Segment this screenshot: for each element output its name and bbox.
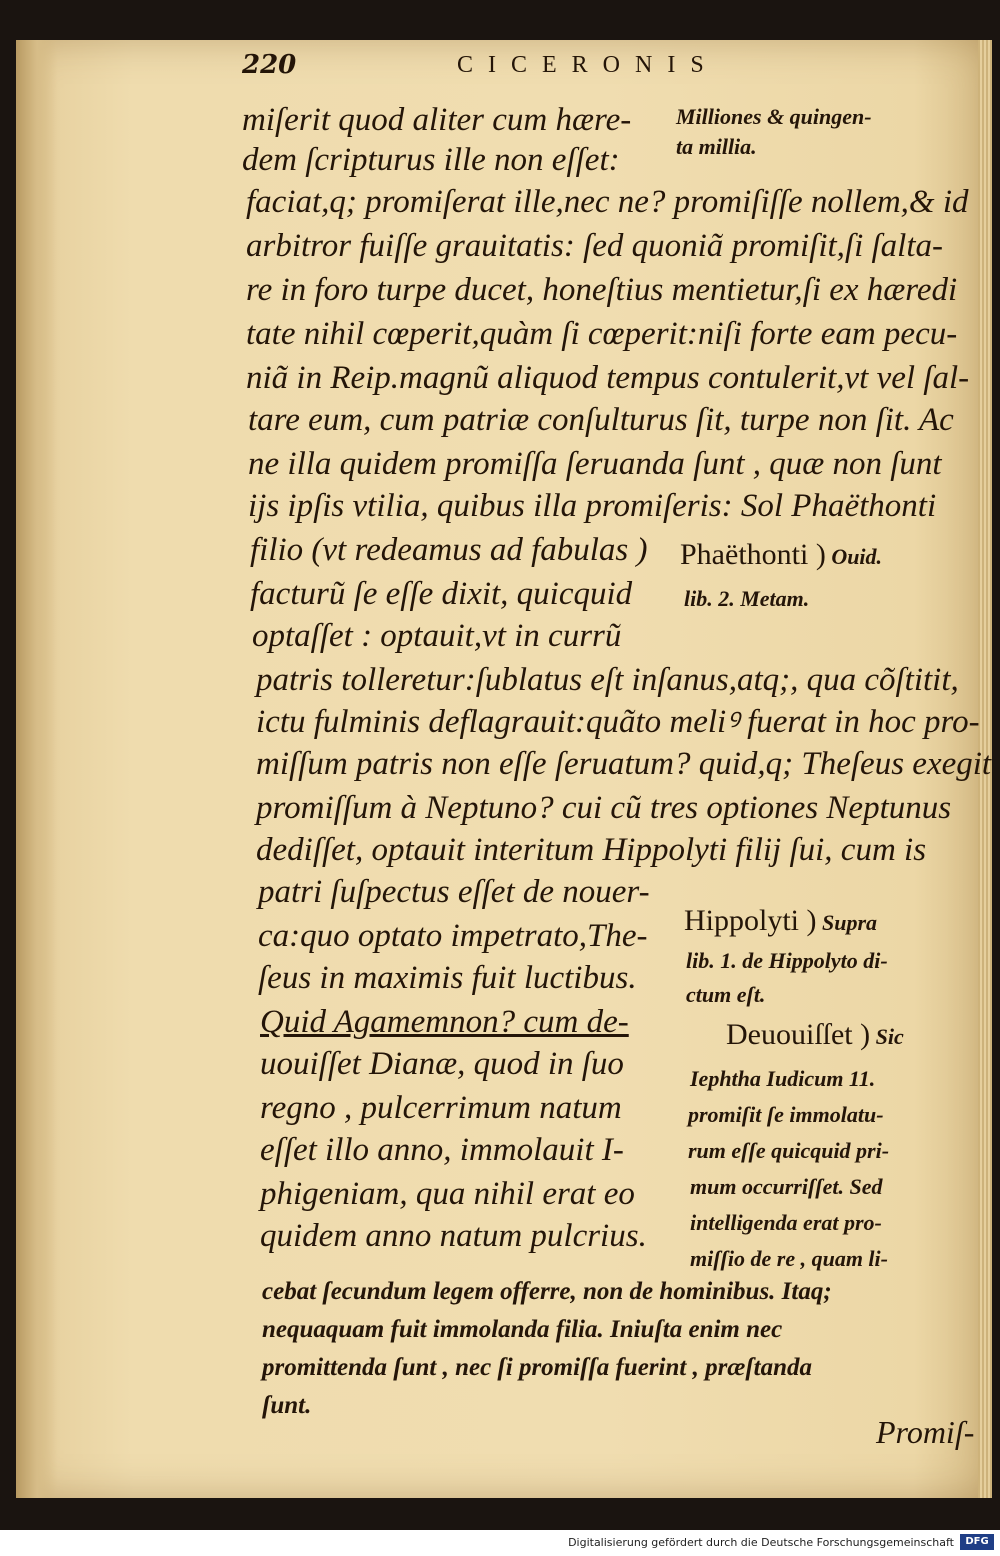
footnote-line: promittenda ſunt , nec ſi promiſſa fuerint , præſtanda <box>262 1354 813 1381</box>
body-line: promiſſum à Neptuno? cui cũ tres optiones Neptunus <box>256 790 952 826</box>
body-line: re in foro turpe ducet, honeſtius mentietur,ſi ex hæredi <box>246 272 958 308</box>
body-line: niã in Reip.magnũ aliquod tempus contulerit,vt vel ſal- <box>246 360 970 396</box>
side-note-line: mum occurriſſet. Sed <box>690 1174 883 1199</box>
running-head: CICERONIS <box>457 52 719 78</box>
body-line: Quid Agamemnon? cum de- <box>260 1004 629 1040</box>
side-note-line: ta millia. <box>676 134 757 159</box>
side-note-text: Sic <box>875 1024 904 1049</box>
footnote-line: nequaquam fuit immolanda filia. Iniuſta enim nec <box>262 1316 783 1343</box>
body-line: miſerit quod aliter cum hære- <box>242 102 632 138</box>
side-note-devovisset <box>726 1020 904 1052</box>
side-note-line: lib. 2. Metam. <box>684 586 810 611</box>
body-line: quidem anno natum pulcrius. <box>260 1218 647 1254</box>
body-line: uouiſſet Dianæ, quod in ſuo <box>260 1046 624 1082</box>
digitization-footer <box>0 1530 1000 1556</box>
body-line: regno , pulcerrimum natum <box>260 1090 622 1126</box>
body-line: dem ſcripturus ille non eſſet: <box>242 142 620 178</box>
page-gutter <box>16 40 58 1498</box>
side-note-lemma: Hippolyti ) <box>684 904 817 937</box>
side-note-line: miſſio de re , quam li- <box>690 1246 888 1271</box>
body-line: filio (vt redeamus ad fabulas ) <box>250 532 648 568</box>
body-line: phigeniam, qua nihil erat eo <box>260 1176 635 1212</box>
body-line: faciat,q; promiſerat ille,nec ne? promiſiſſe nollem,& id <box>246 184 969 220</box>
body-line: tate nihil cœperit,quàm ſi cœperit:niſi forte eam pecu- <box>246 316 958 352</box>
side-note-lemma: Phaëthonti ) <box>680 538 826 571</box>
footnote-line: ſunt. <box>262 1392 312 1419</box>
body-line: patri ſuſpectus eſſet de nouer- <box>258 874 650 910</box>
page-header <box>242 50 982 90</box>
footnote-line: cebat ſecundum legem offerre, non de hominibus. Itaq; <box>262 1278 832 1305</box>
side-note-line: intelligenda erat pro- <box>690 1210 882 1235</box>
body-line: ca:quo optato impetrato,The- <box>258 918 648 954</box>
side-note-line: Milliones & quingen- <box>676 104 872 129</box>
body-line: dediſſet, optauit interitum Hippolyti filij ſui, cum is <box>256 832 927 868</box>
body-line: arbitror fuiſſe grauitatis: ſed quoniã promiſit,ſi ſalta- <box>246 228 943 264</box>
body-line: ne illa quidem promiſſa ſeruanda ſunt , quæ non ſunt <box>248 446 942 482</box>
side-note-line: ctum eſt. <box>686 982 766 1007</box>
funding-credit: Digitalisierung gefördert durch die Deutsche Forschungsgemeinschaft <box>568 1536 954 1549</box>
side-note-line: lib. 1. de Hippolyto di- <box>686 948 888 973</box>
body-line: optaſſet : optauit,vt in currũ <box>252 618 622 654</box>
body-line: tare eum, cum patriæ conſulturus ſit, turpe non ſit. Ac <box>248 402 954 438</box>
side-note-text: Supra <box>822 910 878 935</box>
side-note-line: rum eſſe quicquid pri- <box>688 1138 890 1163</box>
catchword: Promiſ- <box>876 1414 975 1450</box>
body-line: facturũ ſe eſſe dixit, quicquid <box>250 576 633 612</box>
dfg-logo: DFG <box>960 1534 994 1550</box>
page-number: 220 <box>242 50 297 80</box>
side-note-phaethon <box>680 540 882 572</box>
body-line: ictu fulminis deflagrauit:quãto meliꝰ fuerat in hoc pro- <box>256 704 980 740</box>
body-line: ſeus in maximis fuit luctibus. <box>258 960 637 996</box>
side-note-line: promiſit ſe immolatu- <box>688 1102 884 1127</box>
body-line: eſſet illo anno, immolauit I- <box>260 1132 624 1168</box>
side-note-text: Ouid. <box>831 544 883 569</box>
side-note-line: Iephtha Iudicum 11. <box>690 1066 876 1091</box>
side-note-lemma: Deuouiſſet ) <box>726 1018 871 1051</box>
book-page <box>16 40 992 1498</box>
body-line: miſſum patris non eſſe ſeruatum? quid,q; Theſeus exegit <box>256 746 992 782</box>
side-note-hippolytus <box>684 906 877 938</box>
body-line: iјs ipſis vtilia, quibus illa promiſeris: Sol Phaëthonti <box>248 488 937 524</box>
body-line: patris tolleretur:ſublatus eſt inſanus,atq;, qua cõſtitit, <box>256 662 959 698</box>
